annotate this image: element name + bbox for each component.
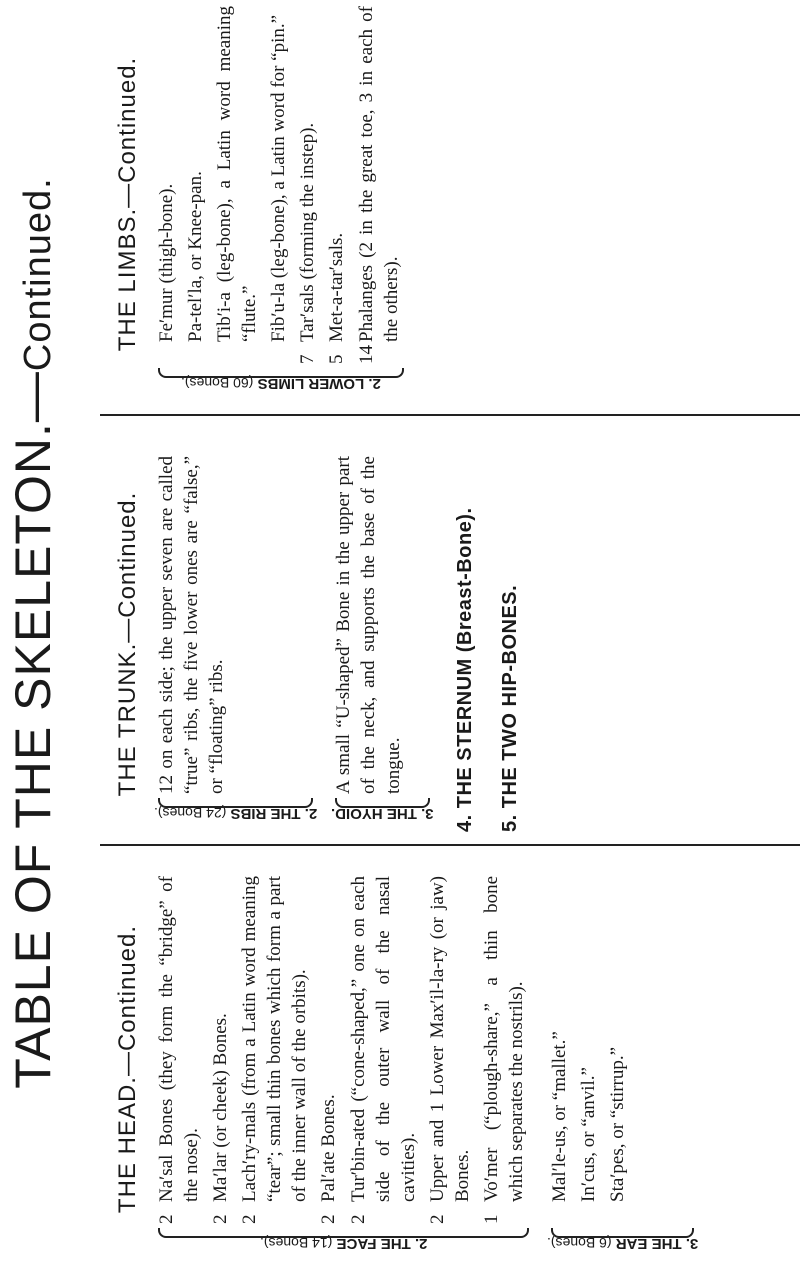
list-item: Mal′le-us, or “mallet.” bbox=[549, 1031, 571, 1202]
list-item: 2 Na′sal Bones (they form the “bridge” of the nose). bbox=[156, 876, 203, 1224]
column-trunk bbox=[100, 446, 800, 846]
list-item: 2 Ma′lar (or cheek) Bones. bbox=[210, 1013, 232, 1224]
brace bbox=[158, 1228, 529, 1238]
list-item: In′cus, or “anvil.” bbox=[578, 1067, 600, 1202]
face-items bbox=[154, 876, 533, 1224]
brace bbox=[335, 798, 430, 808]
section-label-face: 2. THE FACE (14 Bones). bbox=[154, 1224, 533, 1262]
list-item: Fe′mur (thigh-bone). bbox=[156, 183, 177, 342]
list-item: 2 Upper and 1 Lower Max′il-la-ry (or jaw) Bones. bbox=[426, 876, 473, 1224]
hip-bones-heading: 5. THE TWO HIP-BONES. bbox=[498, 584, 521, 832]
section-label-ribs: 2. THE RIBS (24 Bones). bbox=[154, 794, 317, 832]
section-face bbox=[154, 876, 533, 1262]
section-ear bbox=[547, 876, 698, 1262]
section-label-hyoid: 3. THE HYOID. bbox=[331, 794, 434, 832]
list-item: Sta′pes, or “stirrup.” bbox=[607, 1046, 629, 1202]
column-header-limbs: THE LIMBS.—Continued. bbox=[114, 56, 141, 352]
list-item: Pa-tel′la, or Knee-pan. bbox=[185, 171, 207, 342]
list-item: Fib′u-la (leg-bone), a Latin word for “pin.” bbox=[268, 14, 290, 342]
hyoid-description: A small “U-shaped” Bone in the upper part of the neck, and supports the base of the tongue. bbox=[333, 456, 405, 794]
section-hyoid bbox=[331, 456, 434, 832]
page-title: TABLE OF THE SKELETON.—Continued. bbox=[5, 177, 61, 1089]
column-header-trunk: THE TRUNK.—Continued. bbox=[114, 491, 141, 797]
list-item: 2 Tur′bin-ated (“cone-shaped,” one on each side of the outer wall of the nasal cavities). bbox=[347, 876, 419, 1224]
ear-items bbox=[547, 876, 698, 1224]
list-item: 7 Tar′sals (forming the instep). bbox=[297, 122, 319, 364]
list-item: Tib′i-a (leg-bone), a Latin word meaning “flute.” bbox=[214, 6, 261, 342]
list-item: 5 Met-a-tar′sals. bbox=[326, 232, 348, 364]
list-item: 2 Lach′ry-mals (from a Latin word meaning “tear”; small thin bones which form a part of the inner wall of the orbits). bbox=[239, 876, 311, 1224]
column-head bbox=[100, 866, 800, 1266]
section-label-ear: 3. THE EAR (6 Bones). bbox=[547, 1224, 698, 1262]
column-header-head: THE HEAD.—Continued. bbox=[114, 924, 141, 1214]
brace bbox=[158, 798, 313, 808]
ribs-description: 12 on each side; the upper seven are called “true” ribs, the five lower ones are “false,” or “floating” ribs. bbox=[156, 456, 228, 794]
brace bbox=[551, 1228, 694, 1238]
list-item: 2 Pal′ate Bones. bbox=[318, 1094, 340, 1224]
brace bbox=[158, 368, 404, 378]
list-item: 1 Vo′mer (“plough-share,” a thin bone which separates the nostrils). bbox=[480, 876, 528, 1224]
section-ribs bbox=[154, 456, 317, 832]
column-limbs bbox=[100, 0, 800, 416]
section-lower-limbs bbox=[154, 6, 408, 402]
section-label-lower-limbs: 2. LOWER LIMBS (60 Bones). bbox=[154, 364, 408, 402]
sternum-heading: 4. THE STERNUM (Breast-Bone). bbox=[453, 507, 476, 832]
list-item: 14 Phalanges (2 in the great toe, 3 in each of the others). bbox=[355, 6, 402, 364]
lower-limb-items bbox=[154, 6, 408, 364]
